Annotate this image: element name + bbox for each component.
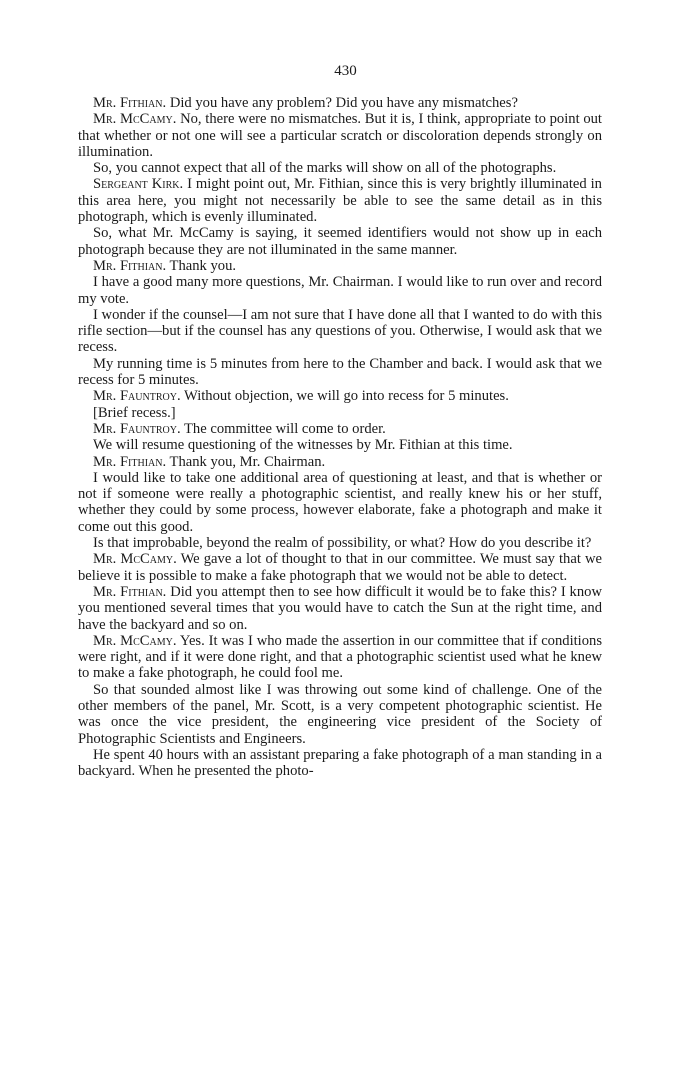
paragraph: [78, 111, 602, 160]
paragraph-text: I might point out, Mr. Fithian, since this is very brightly illuminated in this area here, you might not necessarily be able to see the same detail as in this photograph, which is evenly illuminated.: [78, 176, 602, 226]
paragraph: [78, 388, 602, 404]
paragraph-text: No, there were no mismatches. But it is, I think, appropriate to point out that whether or not one will see a particular scratch or discoloration depends strongly on illumination.: [78, 111, 602, 160]
speaker-name: Mr. McCamy.: [93, 632, 177, 649]
paragraph: [78, 535, 602, 551]
paragraph-text: Without objection, we will go into recess for 5 minutes.: [184, 388, 509, 405]
paragraph: [78, 258, 602, 274]
paragraph-text: We will resume questioning of the witnesses by Mr. Fithian at this time.: [93, 437, 513, 454]
paragraph: [78, 470, 602, 535]
speaker-name: Mr. Fithian.: [93, 95, 167, 111]
paragraph: [78, 307, 602, 356]
paragraph: [78, 437, 602, 453]
speaker-name: Mr. Fithian.: [93, 583, 167, 600]
speaker-name: Mr. Fithian.: [93, 257, 167, 274]
speaker-name: Mr. Fithian.: [93, 453, 167, 470]
paragraph: [78, 95, 602, 111]
paragraph: [78, 225, 602, 258]
paragraph: [78, 405, 602, 421]
speaker-name: Sergeant Kirk.: [93, 176, 184, 193]
speaker-name: Mr. Fauntroy.: [93, 420, 181, 437]
paragraph-text: So that sounded almost like I was throwing out some kind of challenge. One of the other members of the panel, Mr. Scott, is a very competent photographic scientist. He was once the vice president, the engineering vice president of the Society of Photographic Scientists and Engineers.: [78, 681, 602, 747]
paragraph-text: [Brief recess.]: [93, 404, 176, 421]
paragraph: [78, 421, 602, 437]
paragraph-text: My running time is 5 minutes from here to the Chamber and back. I would ask that we recess for 5 minutes.: [78, 355, 602, 389]
paragraph: [78, 633, 602, 682]
paragraph-text: He spent 40 hours with an assistant preparing a fake photograph of a man standing in a backyard. When he presented the photo-: [78, 746, 602, 780]
paragraph-text: Did you have any problem? Did you have any mismatches?: [169, 95, 518, 111]
paragraph: [78, 356, 602, 389]
paragraph-text: Yes. It was I who made the assertion in our committee that if conditions were right, and if it were done right, and that a photographic scientist used what he knew to make a fake photograph, he could fool me.: [78, 632, 603, 682]
paragraph-text: So, what Mr. McCamy is saying, it seemed identifiers would not show up in each photograph because they are not illuminated in the same manner.: [78, 225, 602, 258]
paragraph: [78, 584, 602, 633]
paragraph-text: Did you attempt then to see how difficult it would be to fake this? I know you mentioned several times that you would have to catch the Sun at the right time, and have the backyard and so on.: [78, 583, 602, 633]
paragraph-text: We gave a lot of thought to that in our committee. We must say that we believe it is possible to make a fake photograph that we would not be able to detect.: [78, 551, 602, 584]
page-number: 430: [334, 63, 357, 79]
paragraph: [78, 682, 602, 747]
paragraph-text: I have a good many more questions, Mr. Chairman. I would like to run over and record my vote.: [78, 274, 602, 307]
paragraph: [78, 160, 602, 176]
paragraph: [78, 274, 602, 307]
paragraph-text: I wonder if the counsel—I am not sure that I have done all that I wanted to do with this rifle section—but if the counsel has any questions of you. Otherwise, I would ask that we recess.: [78, 306, 602, 356]
paragraph: [78, 747, 602, 780]
body-text: [78, 95, 602, 779]
paragraph-text: Thank you, Mr. Chairman.: [169, 453, 326, 470]
paragraph-text: So, you cannot expect that all of the marks will show on all of the photographs.: [93, 160, 557, 177]
paragraph-text: I would like to take one additional area of questioning at least, and that is whether or not if someone were really a photographic scientist, and really knew his or her stuff, whether they could by some process, however elaborate, fake a photograph and make it come out this good.: [78, 469, 602, 535]
speaker-name: Mr. McCamy.: [93, 551, 177, 568]
paragraph: [78, 176, 602, 225]
paragraph-text: Is that improbable, beyond the realm of possibility, or what? How do you describe it?: [93, 535, 592, 552]
speaker-name: Mr. Fauntroy.: [93, 388, 181, 405]
paragraph: [78, 454, 602, 470]
speaker-name: Mr. McCamy.: [93, 111, 177, 128]
paragraph-text: The committee will come to order.: [184, 420, 386, 437]
paragraph: [78, 551, 602, 584]
paragraph-text: Thank you.: [169, 257, 237, 274]
